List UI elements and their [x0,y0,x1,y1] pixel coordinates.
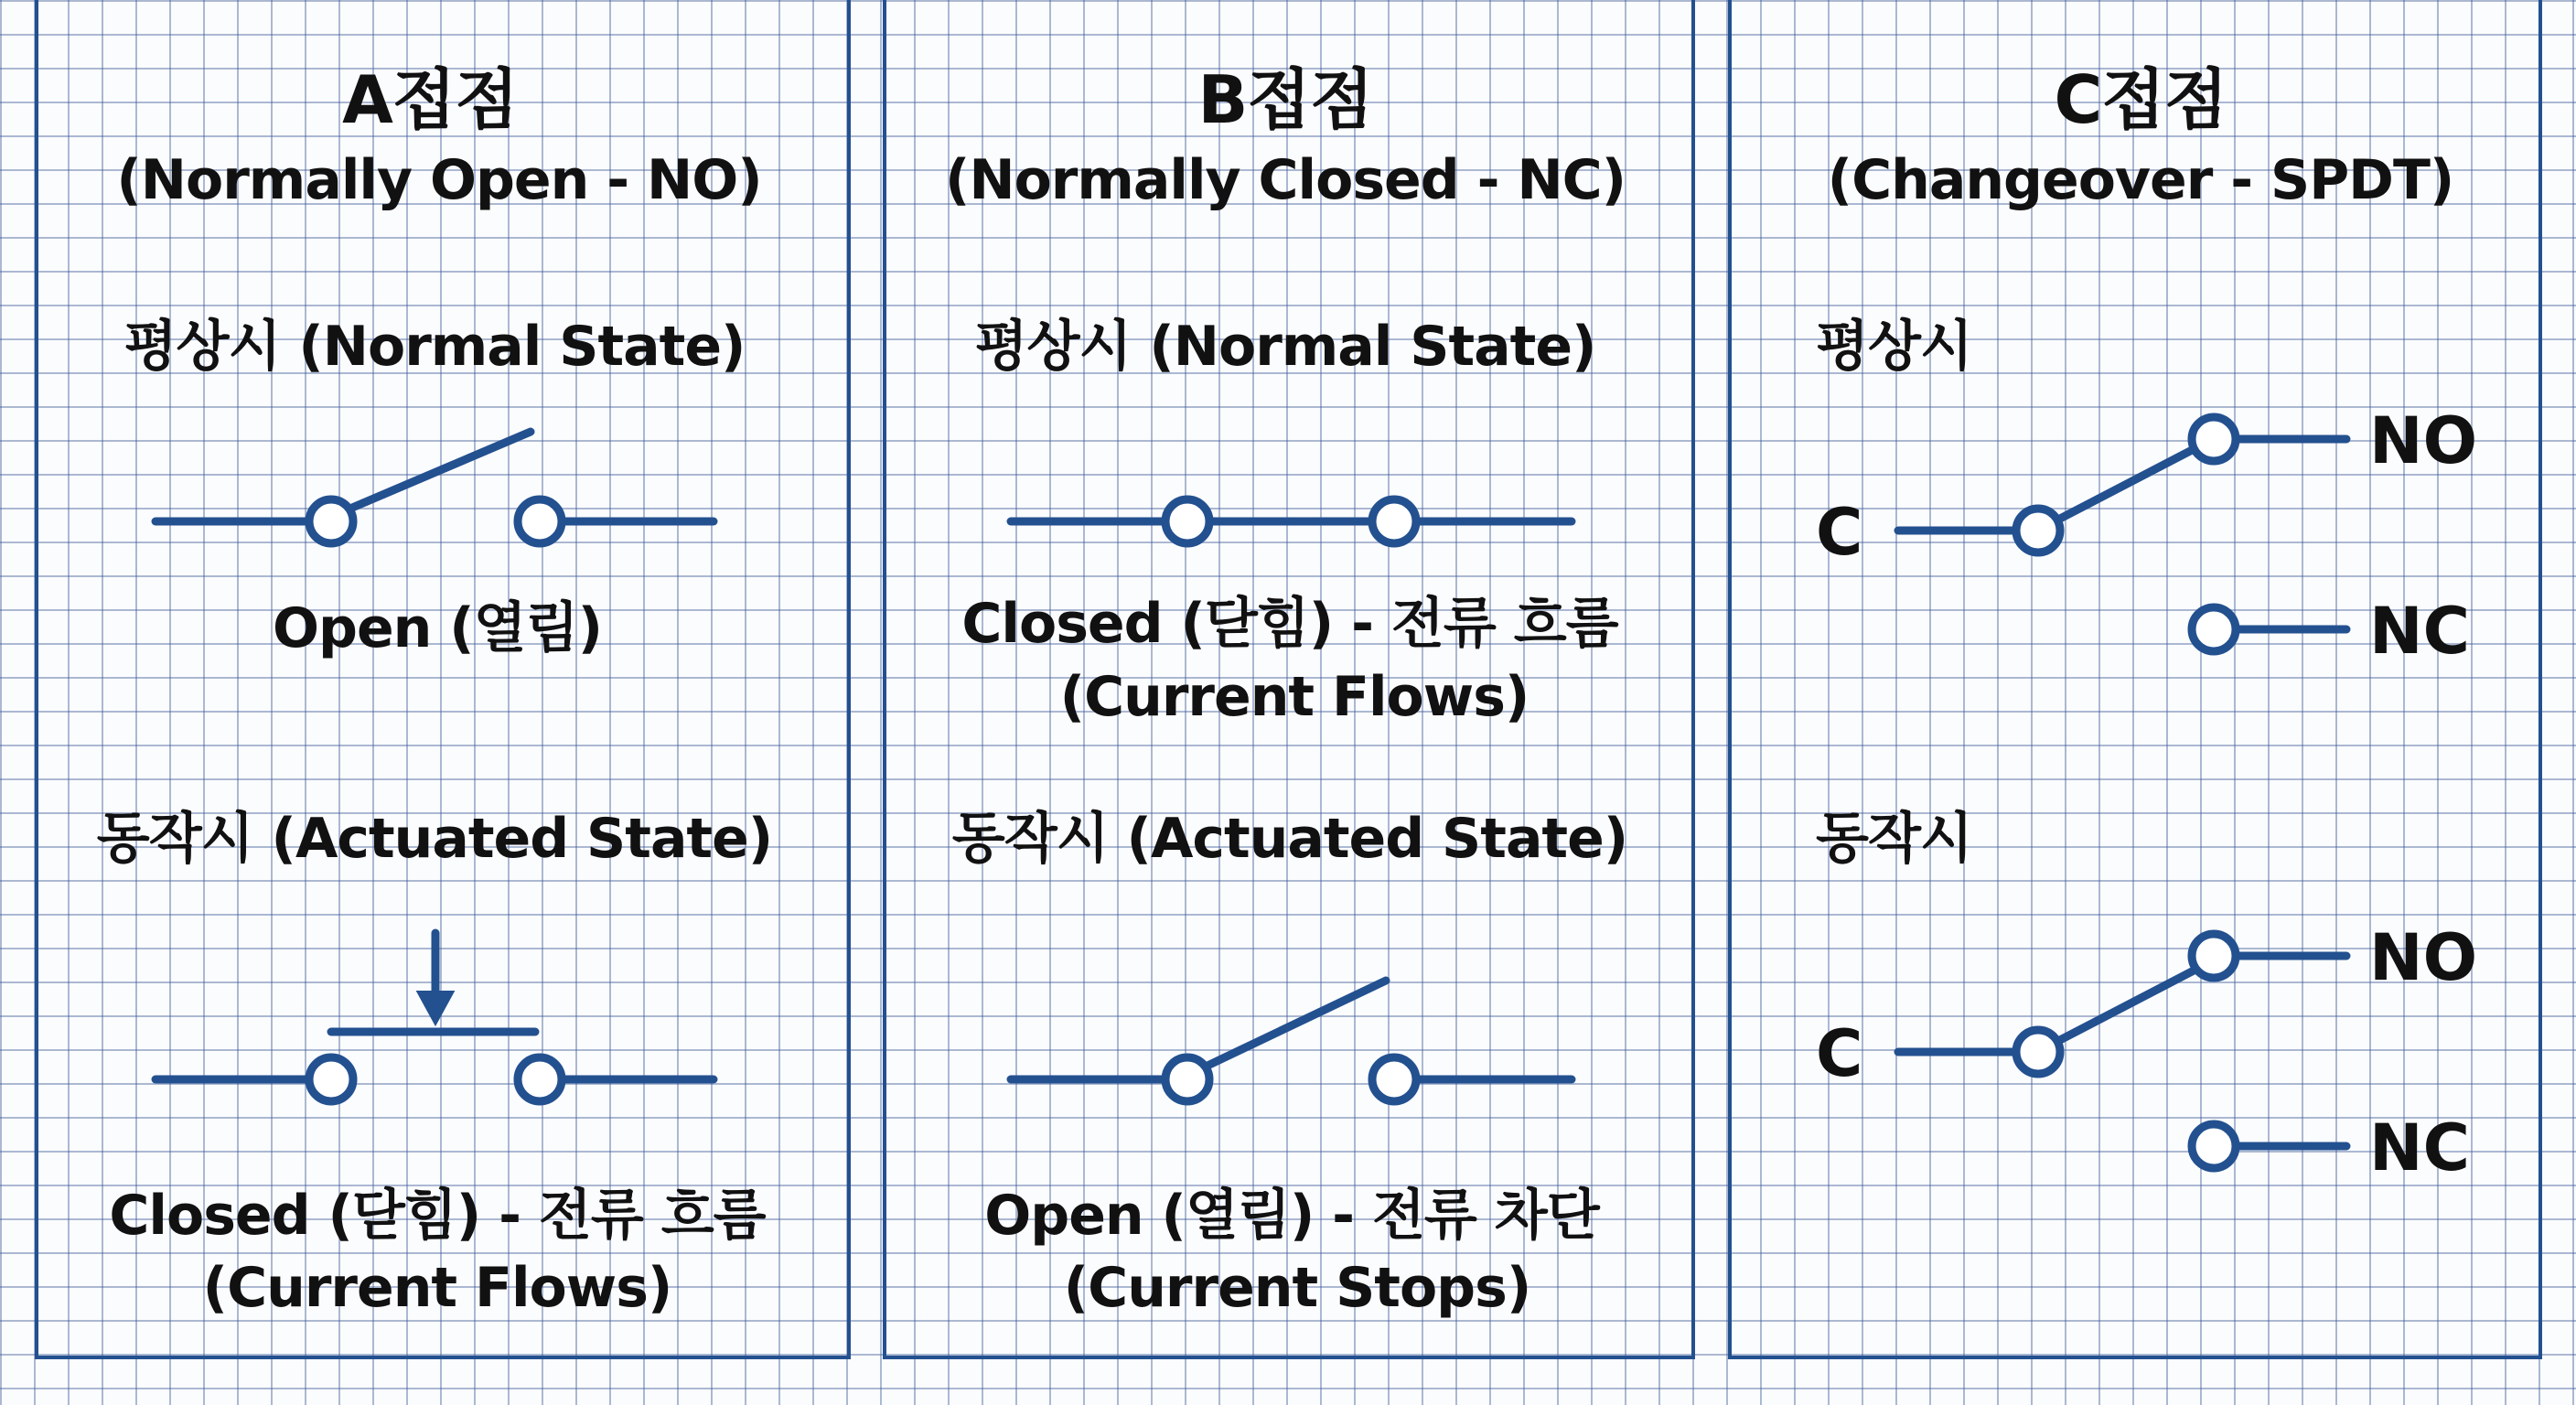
b-actuated-caption-line1: Open (열림) - 전류 차단 [984,1184,1599,1248]
c-actuated-common-terminal-label: C [1816,1016,1863,1091]
b-actuated-caption-line2: (Current Stops) [1063,1256,1531,1320]
a-actuated-caption-line1: Closed (닫힘) - 전류 흐름 [109,1184,766,1248]
c-title: C접점 [2054,61,2227,138]
a-normal-caption: Open (열림) [272,596,603,660]
b-contact-actuated-symbol [1011,981,1572,1101]
a-contact-actuated-symbol [156,933,714,1101]
c-actuated-state-label: 동작시 [1816,807,1972,871]
b-normal-caption-line1: Closed (닫힘) - 전류 흐름 [961,592,1618,656]
a-subtitle: (Normally Open - NO) [116,148,762,212]
c-normal-state-label: 평상시 [1816,315,1972,379]
b-normal-state-label: 평상시 (Normal State) [974,315,1596,379]
a-title: A접점 [342,61,518,138]
b-title: B접점 [1197,61,1373,138]
b-actuated-state-label: 동작시 (Actuated State) [951,807,1628,871]
b-normal-caption-line2: (Current Flows) [1059,665,1530,729]
b-subtitle: (Normally Closed - NC) [944,148,1626,212]
c-normal-common-terminal-label: C [1816,495,1863,570]
a-contact-normal-symbol [156,432,714,543]
c-normal-no-terminal-label: NO [2369,403,2478,478]
c-contact-normal-symbol [1898,417,2346,651]
c-actuated-nc-terminal-label: NC [2369,1110,2470,1185]
c-actuated-no-terminal-label: NO [2369,920,2478,995]
a-actuated-state-label: 동작시 (Actuated State) [96,807,773,871]
c-contact-actuated-symbol [1898,934,2346,1168]
b-contact-normal-symbol [1011,499,1572,543]
c-subtitle: (Changeover - SPDT) [1827,148,2454,212]
a-normal-state-label: 평상시 (Normal State) [123,315,746,379]
c-normal-nc-terminal-label: NC [2369,594,2470,669]
a-actuated-caption-line2: (Current Flows) [202,1256,672,1320]
